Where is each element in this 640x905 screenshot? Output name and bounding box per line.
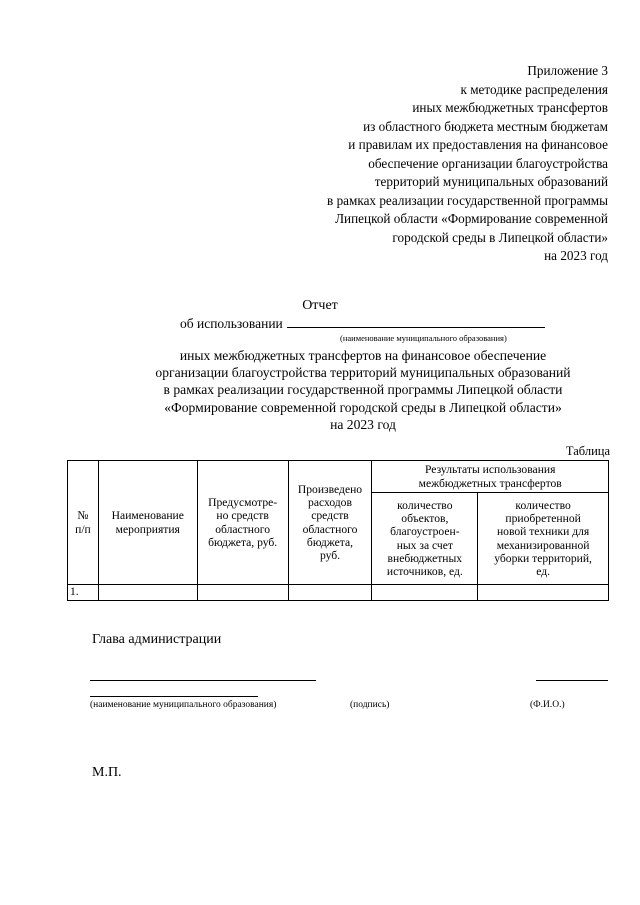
cell-name[interactable] bbox=[98, 585, 197, 601]
header-num: № п/п bbox=[68, 461, 99, 585]
municipality-blank[interactable] bbox=[287, 316, 545, 328]
cell-num: 1. bbox=[68, 585, 99, 601]
appendix-line: из областного бюджета местным бюджетам bbox=[363, 118, 608, 134]
cell-planned[interactable] bbox=[197, 585, 288, 601]
appendix-header bbox=[188, 62, 608, 266]
usage-caption: (наименование муниципального образования) bbox=[340, 333, 507, 343]
header-equipment: количество приобретенной новой техники для механизированной уборки территорий, ед. bbox=[478, 493, 609, 585]
report-title: Отчет bbox=[302, 298, 338, 313]
appendix-line: к методике распределения bbox=[460, 81, 608, 97]
appendix-line: Приложение 3 bbox=[527, 63, 608, 78]
table-row bbox=[68, 585, 609, 601]
appendix-line: в рамках реализации государственной программы bbox=[327, 192, 608, 208]
report-body-line: «Формирование современной городской среды в Липецкой области» bbox=[164, 399, 562, 415]
report-body bbox=[0, 347, 640, 433]
table-label: Таблица bbox=[565, 444, 610, 458]
appendix-line: обеспечение организации благоустройства bbox=[368, 155, 608, 171]
head-title: Глава администрации bbox=[92, 632, 222, 647]
header-planned: Предусмотре- но средств областного бюджета, руб. bbox=[197, 461, 288, 585]
report-body-line: иных межбюджетных трансфертов на финансовое обеспечение bbox=[179, 348, 547, 363]
report-body-line: на 2023 год bbox=[330, 416, 396, 432]
fio-caption: (Ф.И.О.) bbox=[530, 700, 565, 710]
header-spent: Произведено расходов средств областного бюджета, руб. bbox=[288, 461, 372, 585]
usage-prefix: об использовании bbox=[180, 316, 283, 331]
results-table bbox=[67, 460, 609, 601]
cell-objects[interactable] bbox=[372, 585, 478, 601]
report-body-line: в рамках реализации государственной программы Липецкой области bbox=[163, 382, 563, 398]
usage-line bbox=[180, 316, 580, 332]
header-name: Наименование мероприятия bbox=[98, 461, 197, 585]
cell-spent[interactable] bbox=[288, 585, 372, 601]
municipality-caption: (наименование муниципального образования) bbox=[90, 700, 277, 710]
municipality-signature-line[interactable] bbox=[90, 680, 316, 681]
appendix-line: городской среды в Липецкой области» bbox=[392, 229, 608, 245]
header-objects: количество объектов, благоустроен- ных за счет внебюджетных источников, ед. bbox=[372, 493, 478, 585]
report-body-line: организации благоустройства территорий муниципальных образований bbox=[155, 365, 571, 381]
municipality-signature-line-continued[interactable] bbox=[90, 696, 258, 697]
appendix-line: территорий муниципальных образований bbox=[374, 174, 608, 189]
appendix-line: иных межбюджетных трансфертов bbox=[412, 100, 608, 115]
header-results-group: Результаты использования межбюджетных трансфертов bbox=[372, 461, 609, 493]
seal-mark: М.П. bbox=[92, 765, 122, 780]
signature-caption: (подпись) bbox=[350, 700, 390, 710]
appendix-line: Липецкой области «Формирование современной bbox=[335, 211, 608, 226]
appendix-line: и правилам их предоставления на финансовое bbox=[348, 137, 608, 152]
fio-signature-line[interactable] bbox=[536, 680, 608, 681]
cell-equipment[interactable] bbox=[478, 585, 609, 601]
appendix-line: на 2023 год bbox=[544, 248, 608, 263]
